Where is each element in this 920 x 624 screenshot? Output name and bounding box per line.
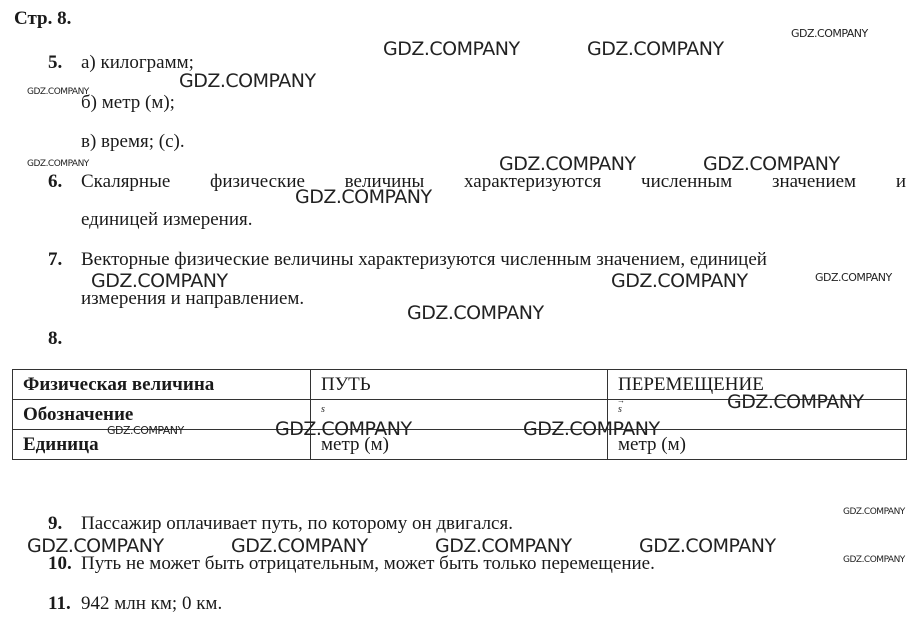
watermark: GDZ.COMPANY [179, 70, 316, 92]
watermark: GDZ.COMPANY [295, 186, 432, 208]
watermark: GDZ.COMPANY [843, 507, 905, 517]
table-cell: ПЕРЕМЕЩЕНИЕ [608, 370, 907, 400]
question-6-number: 6. [48, 171, 63, 192]
question-6-line-1: Скалярные физические величины характеризуются численным значением и [81, 171, 906, 192]
watermark: GDZ.COMPANY [231, 535, 368, 557]
watermark: GDZ.COMPANY [435, 535, 572, 557]
watermark: GDZ.COMPANY [27, 159, 89, 169]
table-cell: метр (м) [311, 430, 608, 460]
watermark: GDZ.COMPANY [275, 418, 412, 440]
table-cell: Физическая величина [13, 370, 311, 400]
table-cell: Обозначение [13, 400, 311, 430]
question-7-number: 7. [48, 249, 63, 270]
watermark: GDZ.COMPANY [407, 302, 544, 324]
watermark: GDZ.COMPANY [499, 153, 636, 175]
question-11-number: 11. [48, 593, 71, 614]
question-9-text: Пассажир оплачивает путь, по которому он двигался. [81, 513, 513, 534]
watermark: GDZ.COMPANY [27, 87, 89, 97]
question-5-answer-a: а) килограмм; [81, 52, 194, 73]
watermark: GDZ.COMPANY [703, 153, 840, 175]
question-5-answer-c: в) время; (с). [81, 131, 185, 152]
question-10-number: 10. [48, 553, 72, 574]
question-7-line-2: измерения и направлением. [81, 288, 305, 309]
question-8-number: 8. [48, 328, 63, 349]
watermark: GDZ.COMPANY [27, 535, 164, 557]
question-5-answer-b: б) метр (м); [81, 92, 175, 113]
displacement-symbol: → s [617, 396, 625, 415]
question-5-number: 5. [48, 52, 63, 73]
watermark: GDZ.COMPANY [791, 27, 868, 40]
watermark: GDZ.COMPANY [91, 270, 228, 292]
question-6-line-2: единицей измерения. [81, 209, 253, 230]
table-cell: Единица [13, 430, 311, 460]
question-11-text: 942 млн км; 0 км. [81, 593, 223, 614]
watermark: GDZ.COMPANY [815, 271, 892, 284]
page-header: Стр. 8. [14, 8, 72, 29]
watermark: GDZ.COMPANY [383, 38, 520, 60]
watermark: GDZ.COMPANY [611, 270, 748, 292]
watermark: GDZ.COMPANY [639, 535, 776, 557]
question-10-text: Путь не может быть отрицательным, может быть только перемещение. [81, 553, 655, 574]
vector-arrow-icon: → [617, 396, 625, 405]
watermark: GDZ.COMPANY [843, 555, 905, 565]
watermark: GDZ.COMPANY [523, 418, 660, 440]
watermark: GDZ.COMPANY [107, 424, 184, 437]
question-7-line-1: Векторные физические величины характеризуются численным значением, единицей [81, 249, 767, 270]
watermark: GDZ.COMPANY [587, 38, 724, 60]
watermark: GDZ.COMPANY [727, 391, 864, 413]
table-cell: метр (м) [608, 430, 907, 460]
quantities-table [12, 369, 907, 460]
table-cell: ПУТЬ [311, 370, 608, 400]
path-symbol: s [321, 404, 325, 415]
question-9-number: 9. [48, 513, 63, 534]
